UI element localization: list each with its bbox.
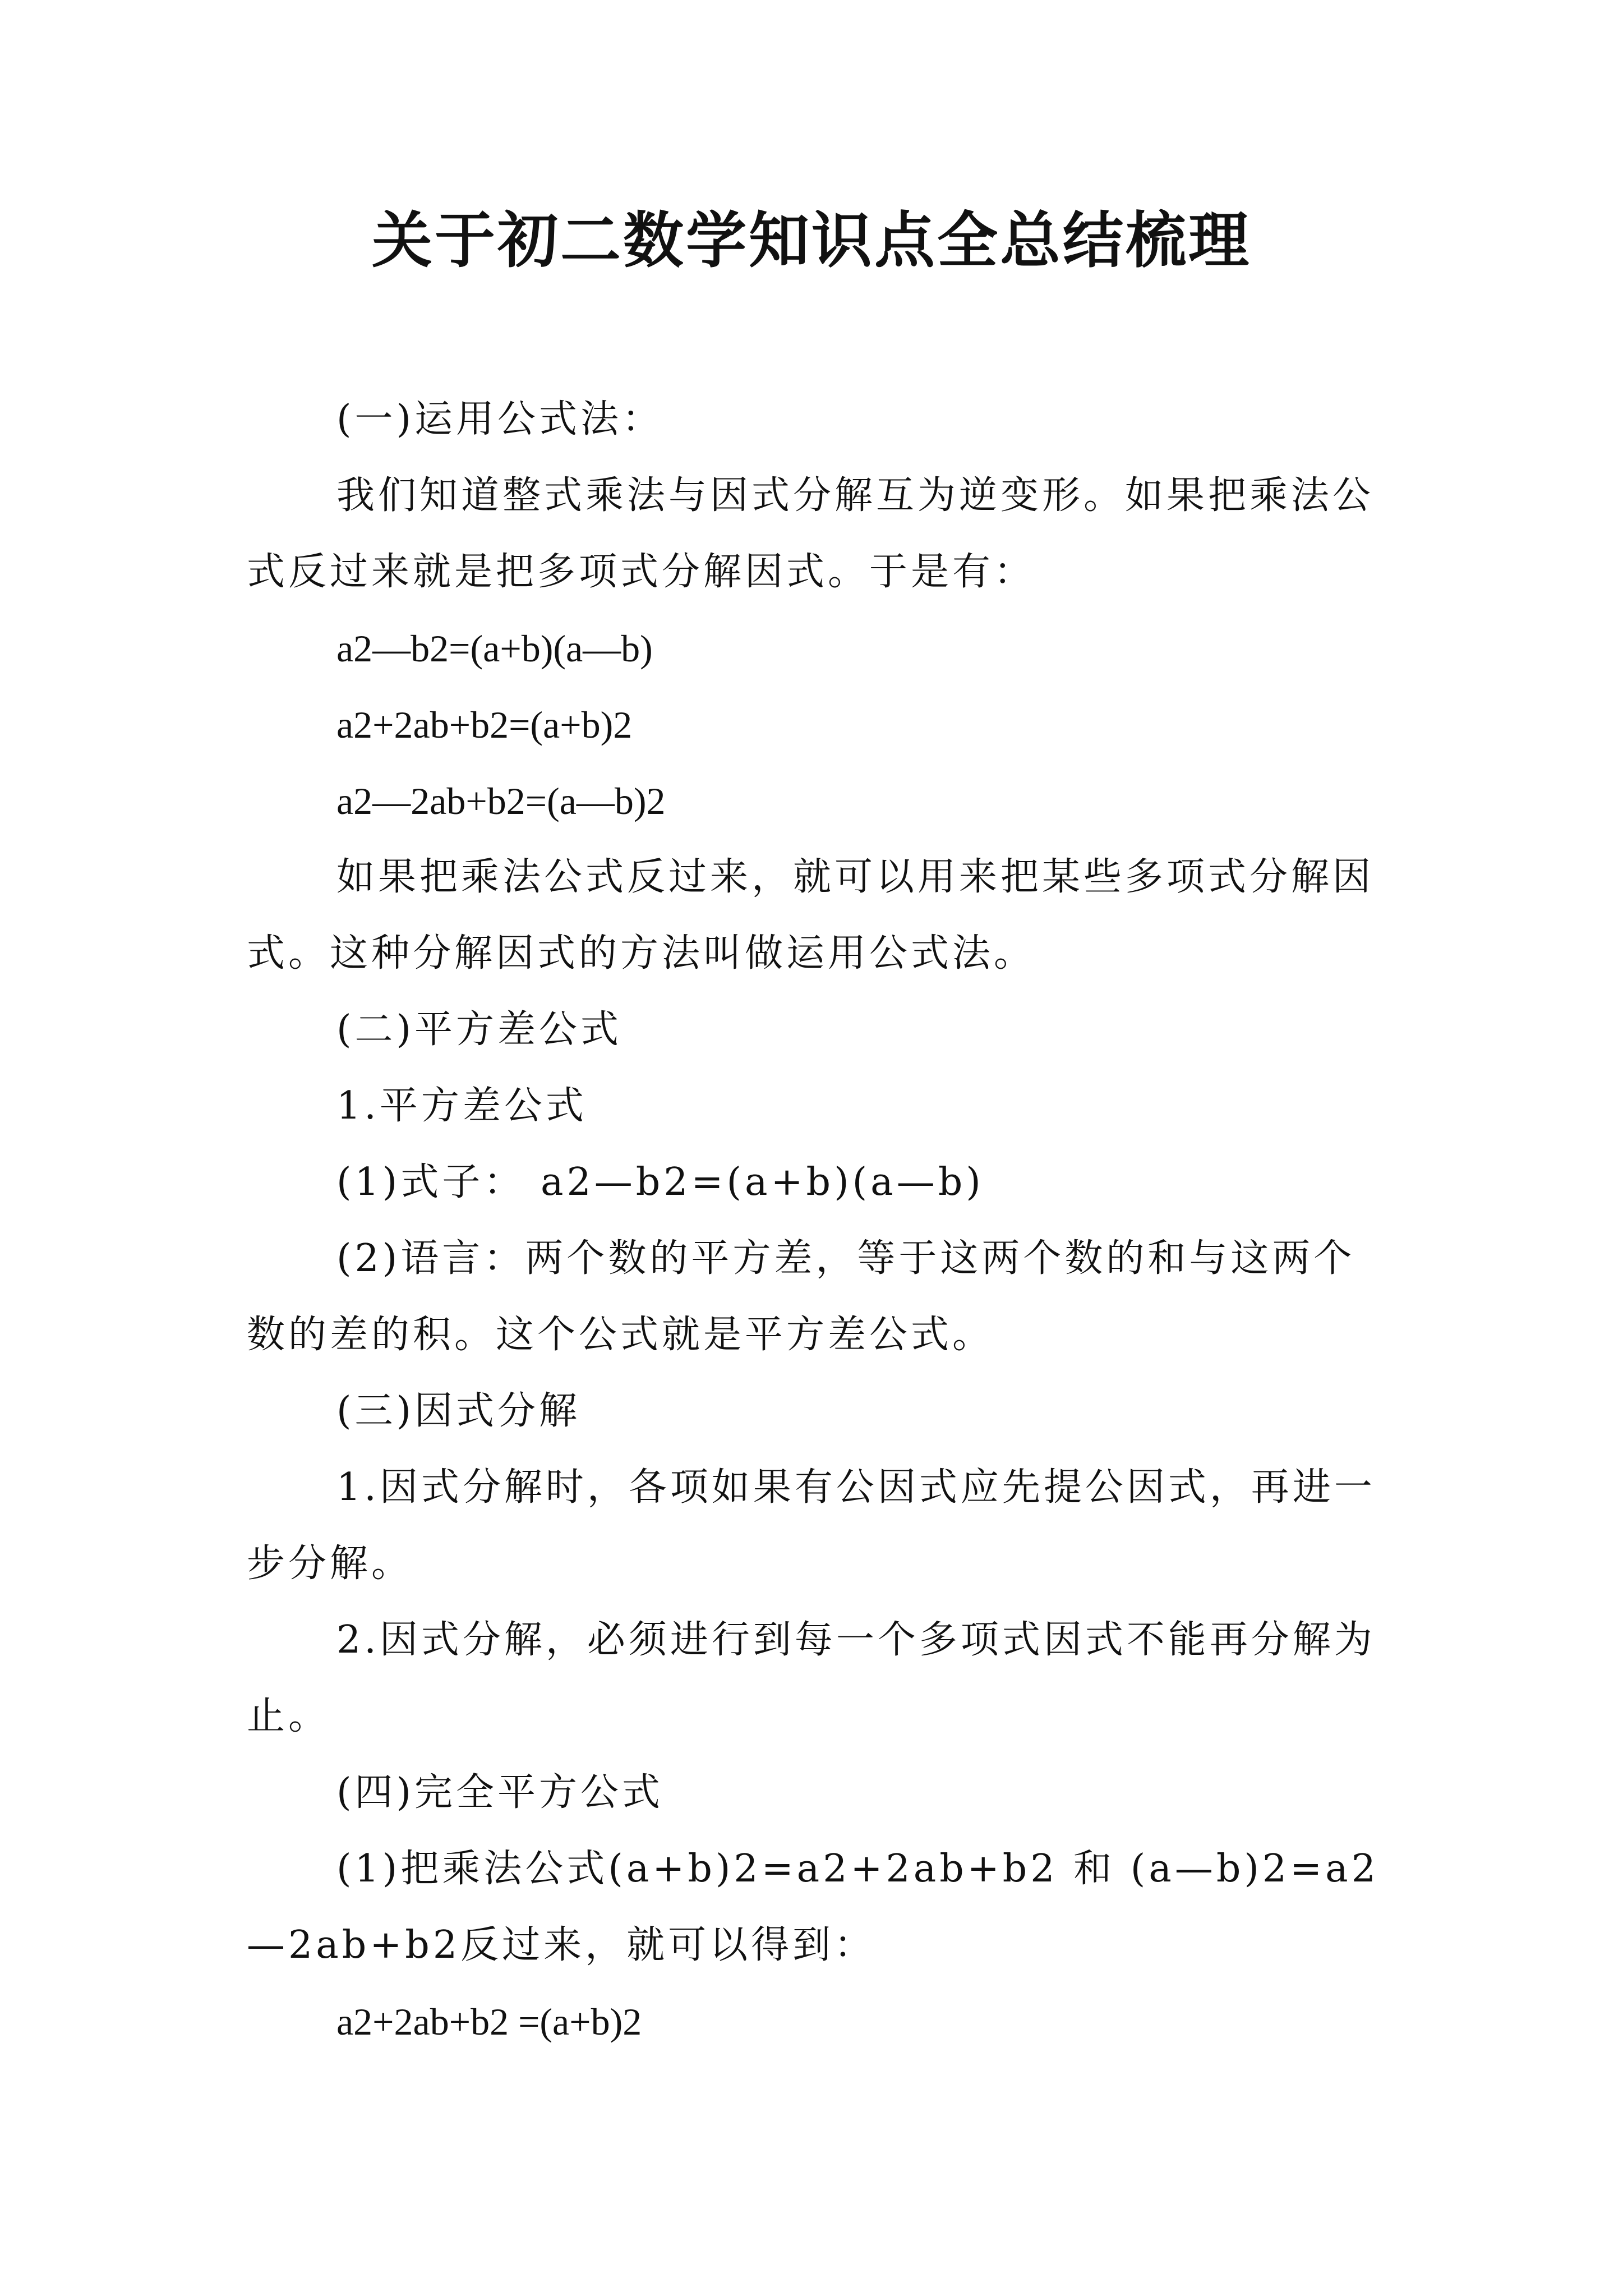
paragraph: (1)把乘法公式(a+b)2=a2+2ab+b2 和 (a—b)2=a2—2ab+b2反过来，就可以得到：: [247, 1847, 1379, 1967]
section-heading: (四)完全平方公式: [336, 1770, 664, 1815]
document-title: 关于初二数学知识点全总结梳理: [371, 206, 1251, 276]
section-heading: (一)运用公式法：: [336, 397, 664, 441]
paragraph: 我们知道整式乘法与因式分解互为逆变形。如果把乘法公式反过来就是把多项式分解因式。于是有：: [247, 473, 1375, 594]
paragraph: 1.因式分解时，各项如果有公因式应先提公因式，再进一步分解。: [247, 1465, 1376, 1586]
paragraph: 2.因式分解，必须进行到每一个多项式因式不能再分解为止。: [247, 1618, 1376, 1738]
paragraph: 如果把乘法公式反过来，就可以用来把某些多项式分解因式。这种分解因式的方法叫做运用公式法。: [247, 855, 1375, 976]
section-heading: (二)平方差公式: [336, 1007, 623, 1052]
subsection-heading: 1.平方差公式: [336, 1084, 587, 1128]
formula-line: a2—2ab+b2=(a—b)2: [336, 780, 666, 822]
section-heading: (三)因式分解: [336, 1389, 581, 1433]
document-body: [247, 381, 1380, 2060]
formula-line: a2+2ab+b2=(a+b)2: [336, 703, 633, 746]
formula-line: a2—b2=(a+b)(a—b): [336, 627, 653, 670]
paragraph: (2)语言：两个数的平方差，等于这两个数的和与这两个数的差的积。这个公式就是平方差公式。: [247, 1236, 1355, 1357]
paragraph: (1)式子： a2—b2=(a+b)(a—b): [336, 1160, 984, 1204]
formula-line: a2+2ab+b2 =(a+b)2: [336, 2000, 642, 2043]
